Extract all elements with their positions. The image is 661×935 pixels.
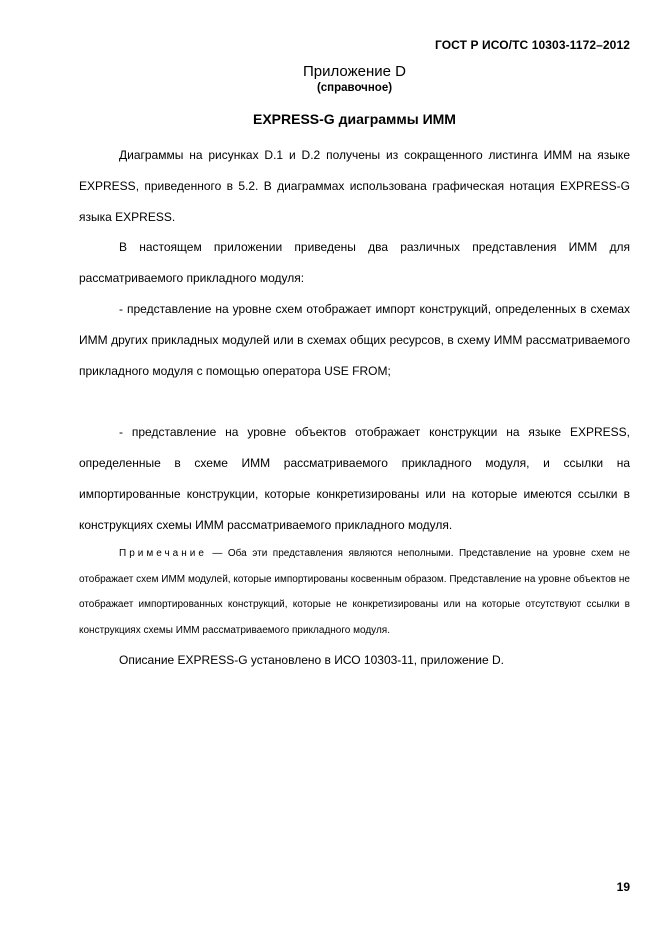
note-text: Оба эти представления являются неполными. Представление на уровне схем не отображает схем ИММ модулей, которые импортированы косвенным образом. Представление на уровне объектов не отображает импортированных конструкций, которые не конкретизированы или на которые отсутствуют ссылки в конструкциях схемы ИММ рассматриваемого прикладного модуля. — [79, 548, 630, 636]
page-number: 19 — [616, 880, 630, 894]
paragraph-1-text: Диаграммы на рисунках D.1 и D.2 получены из сокращенного листинга ИММ на языке EXPRESS, приведенного в 5.2. В диаграммах использована графическая нотация EXPRESS-G языка EXPRESS. — [79, 148, 630, 224]
list-item-schema-level-text: - представление на уровне схем отображает импорт конструкций, определенных в схемах ИММ других прикладных модулей или в схемах общих ресурсов, в схему ИММ рассматриваемого прикладного модуля с помощью оператора USE FROM; — [79, 302, 630, 378]
appendix-title-text: Приложение D — [303, 63, 406, 80]
section-title: EXPRESS-G диаграммы ИММ — [253, 111, 456, 127]
paragraph-5-text: Описание EXPRESS-G установлено в ИСО 10303-11, приложение D. — [119, 653, 504, 667]
paragraph-2-text: В настоящем приложении приведены два различных представления ИММ для рассматриваемого прикладного модуля: — [79, 240, 630, 285]
appendix-subtitle: (справочное) — [316, 82, 393, 94]
note — [79, 541, 630, 643]
list-item-entity-level — [79, 417, 630, 541]
list-item-entity-level-text: - представление на уровне объектов отображает конструкции на языке EXPRESS, определенные в схеме ИММ рассматриваемого прикладного модуля, и ссылки на импортированные конструкции, которые конкретизированы или на которые имеются ссылки в конструкциях схемы ИММ рассматриваемого прикладного модуля. — [79, 425, 630, 532]
paragraph-5 — [79, 645, 630, 676]
appendix-title — [0, 63, 661, 80]
note-label: Примечание — [119, 548, 207, 559]
paragraph-1 — [79, 140, 630, 233]
list-item-schema-level — [79, 294, 630, 387]
document-code: ГОСТ Р ИСО/ТС 10303-1172–2012 — [434, 38, 630, 52]
note-dash: — — [206, 548, 228, 559]
paragraph-2 — [79, 232, 630, 294]
